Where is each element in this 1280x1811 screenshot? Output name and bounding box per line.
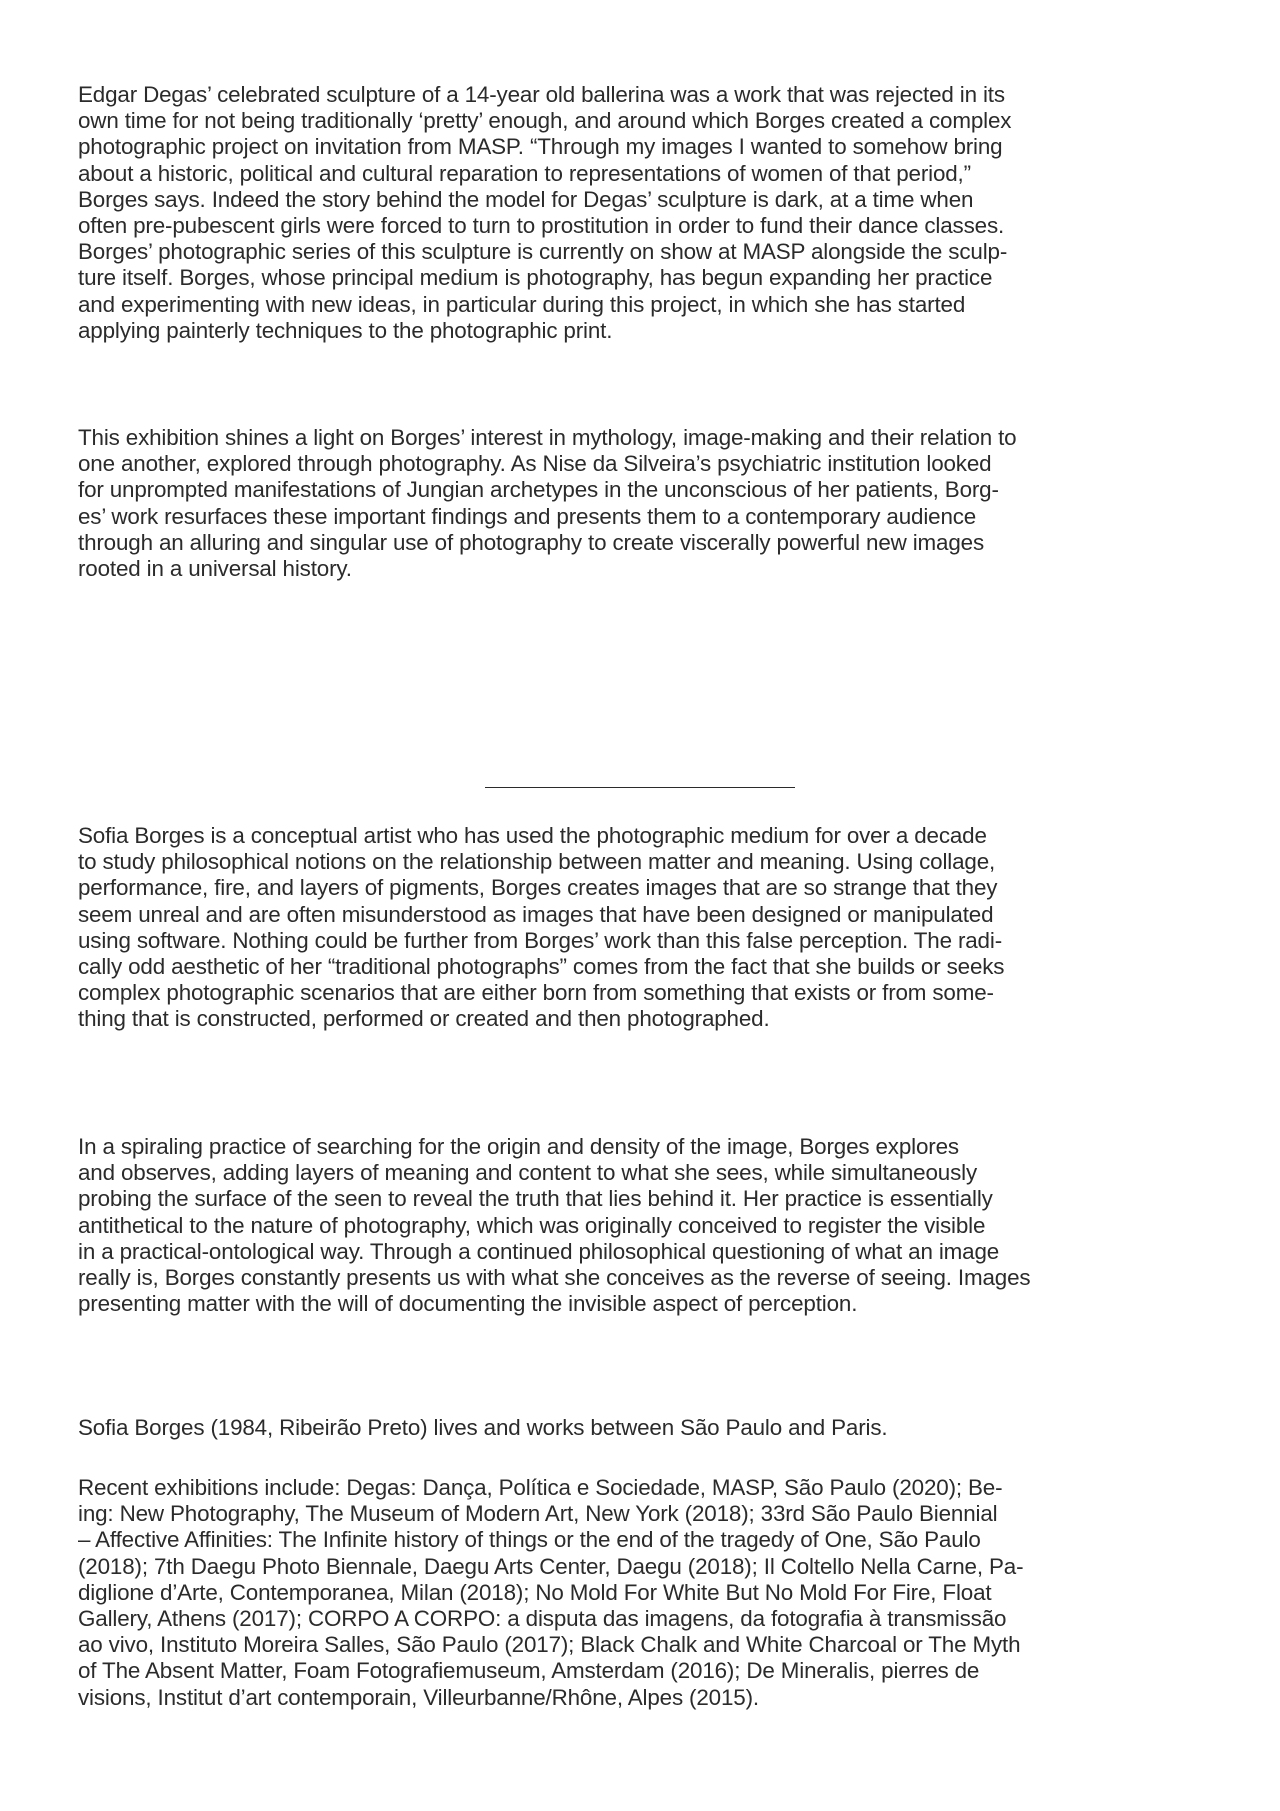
text-line: probing the surface of the seen to reveal the truth that lies behind it. Her practice is essentially: [78, 1186, 993, 1212]
text-line: performance, fire, and layers of pigments, Borges creates images that are so strange that they: [78, 875, 998, 901]
text-line: through an alluring and singular use of photography to create viscerally powerful new images: [78, 529, 984, 555]
text-line: thing that is constructed, performed or created and then photographed.: [78, 1006, 770, 1032]
text-line: Sofia Borges is a conceptual artist who has used the photographic medium for over a decade: [78, 823, 987, 848]
text-line: for unprompted manifestations of Jungian archetypes in the unconscious of her patients, Borg-: [78, 477, 999, 503]
text-line: (2018); 7th Daegu Photo Biennale, Daegu Arts Center, Daegu (2018); Il Coltello Nella Carne, Pa-: [78, 1553, 1024, 1579]
text-line: diglione d’Arte, Contemporanea, Milan (2018); No Mold For White But No Mold For Fire, Float: [78, 1579, 992, 1605]
text-line: rooted in a universal history.: [78, 555, 352, 581]
text-line: and experimenting with new ideas, in particular during this project, in which she has started: [78, 291, 966, 317]
text-line: Gallery, Athens (2017); CORPO A CORPO: a disputa das imagens, da fotografia à transmissão: [78, 1605, 1007, 1631]
text-line: In a spiraling practice of searching for the origin and density of the image, Borges explores: [78, 1134, 959, 1159]
paragraph-artist-statement: [78, 823, 1218, 1033]
text-line: one another, explored through photography. As Nise da Silveira’s psychiatric institution looked: [78, 451, 992, 477]
text-line: Sofia Borges (1984, Ribeirão Preto) lives and works between São Paulo and Paris.: [78, 1415, 888, 1440]
section-divider: [485, 787, 795, 788]
text-line: Borges’ photographic series of this sculpture is currently on show at MASP alongside the sculp-: [78, 239, 1008, 265]
text-line: applying painterly techniques to the photographic print.: [78, 317, 613, 343]
text-line: visions, Institut d’art contemporain, Villeurbanne/Rhône, Alpes (2015).: [78, 1684, 759, 1710]
paragraph-exhibition-mythology: [78, 425, 1218, 582]
text-line: Edgar Degas’ celebrated sculpture of a 14-year old ballerina was a work that was rejected in its: [78, 82, 1005, 107]
text-line: This exhibition shines a light on Borges’ interest in mythology, image-making and their relation to: [78, 425, 1017, 450]
text-line: photographic project on invitation from MASP. “Through my images I wanted to somehow bring: [78, 134, 1003, 160]
text-line: – Affective Affinities: The Infinite history of things or the end of the tragedy of One, São Paulo: [78, 1527, 981, 1553]
text-line: and observes, adding layers of meaning and content to what she sees, while simultaneously: [78, 1160, 977, 1186]
paragraph-recent-exhibitions: [78, 1475, 1218, 1711]
text-line: really is, Borges constantly presents us with what she conceives as the reverse of seeing. Images: [78, 1264, 1031, 1290]
text-line: Recent exhibitions include: Degas: Dança, Política e Sociedade, MASP, São Paulo (2020); Be-: [78, 1475, 1003, 1500]
text-line: Borges says. Indeed the story behind the model for Degas’ sculpture is dark, at a time when: [78, 186, 974, 212]
text-line: often pre-pubescent girls were forced to turn to prostitution in order to fund their dance classes.: [78, 212, 1005, 238]
text-line: ture itself. Borges, whose principal medium is photography, has begun expanding her practice: [78, 265, 993, 291]
text-line: complex photographic scenarios that are either born from something that exists or from some-: [78, 980, 994, 1006]
text-line: cally odd aesthetic of her “traditional photographs” comes from the fact that she builds or seeks: [78, 953, 1005, 979]
text-line: about a historic, political and cultural reparation to representations of women of that period,”: [78, 160, 971, 186]
text-line: ing: New Photography, The Museum of Modern Art, New York (2018); 33rd São Paulo Biennial: [78, 1501, 998, 1527]
paragraph-degas-project: [78, 82, 1218, 344]
paragraph-biography: [78, 1415, 1218, 1441]
text-line: ao vivo, Instituto Moreira Salles, São Paulo (2017); Black Chalk and White Charcoal or The Myth: [78, 1632, 1021, 1658]
text-line: presenting matter with the will of documenting the invisible aspect of perception.: [78, 1291, 858, 1317]
text-line: seem unreal and are often misunderstood as images that have been designed or manipulated: [78, 901, 994, 927]
text-line: to study philosophical notions on the relationship between matter and meaning. Using collage,: [78, 849, 996, 875]
text-line: using software. Nothing could be further from Borges’ work than this false perception. The radi-: [78, 927, 1002, 953]
text-line: antithetical to the nature of photography, which was originally conceived to register the visible: [78, 1212, 986, 1238]
paragraph-practice: [78, 1134, 1218, 1317]
text-line: in a practical-ontological way. Through a continued philosophical questioning of what an image: [78, 1238, 1000, 1264]
text-line: es’ work resurfaces these important findings and presents them to a contemporary audience: [78, 503, 977, 529]
text-line: of The Absent Matter, Foam Fotografiemuseum, Amsterdam (2016); De Mineralis, pierres de: [78, 1658, 980, 1684]
text-line: own time for not being traditionally ‘pretty’ enough, and around which Borges created a complex: [78, 108, 1012, 134]
